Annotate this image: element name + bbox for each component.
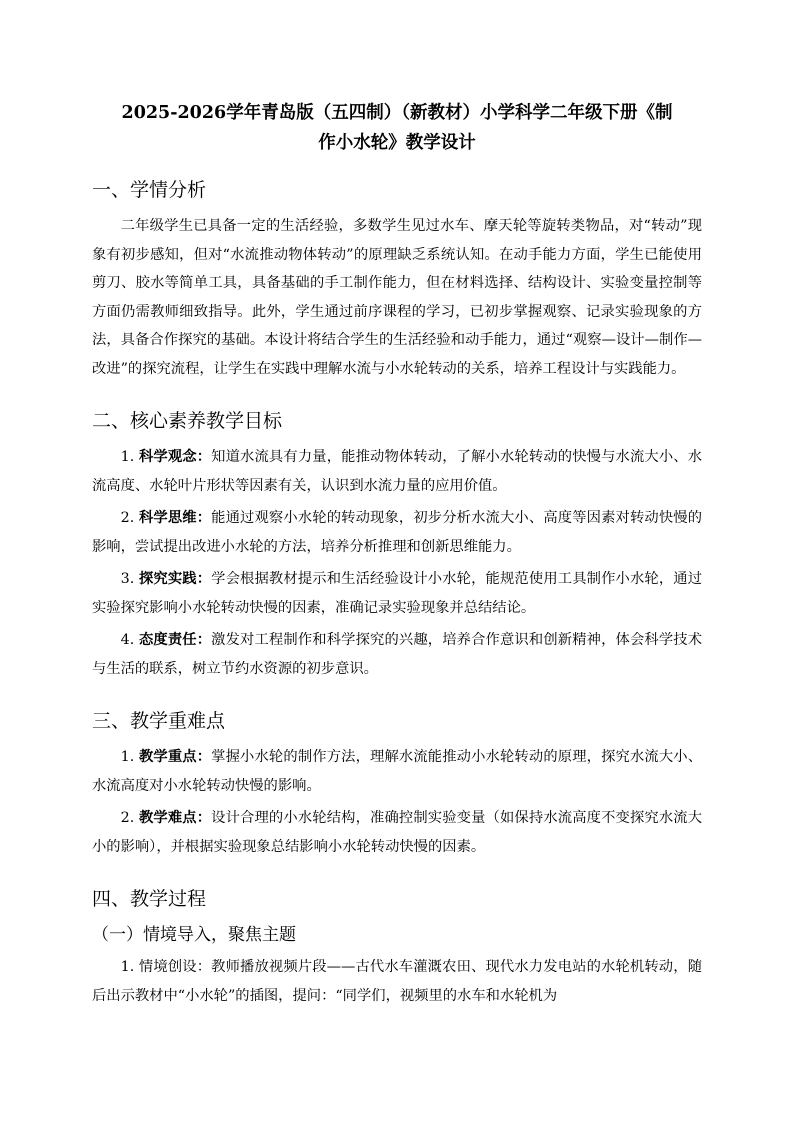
objective-item: 3. 探究实践：学会根据教材提示和生活经验设计小水轮，能规范使用工具制作小水轮，通过实验探究影响小水轮转动快慢的因素，准确记录实验现象并总结结论。 (92, 571, 703, 616)
introduction-item-paragraph: 1. 情境创设：教师播放视频片段——古代水车灌溉农田、现代水力发电站的水轮机转动，随后出示教材中“小水轮”的插图，提问：“同学们，视频里的水车和水轮机为 (92, 959, 702, 1004)
document-page (92, 98, 702, 1010)
objective-label: 科学思维： (138, 510, 212, 526)
key-point-label: 教学重点： (138, 749, 212, 765)
objective-item: 2. 科学思维：能通过观察小水轮的转动现象，初步分析水流大小、高度等因素对转动快慢的影响，尝试提出改进小水轮的方法，培养分析推理和创新思维能力。 (92, 510, 703, 555)
section-heading-objectives: 二、核心素养教学目标 (92, 410, 283, 432)
key-point-label: 教学难点： (138, 810, 212, 826)
subsection-heading-introduction: （一）情境导入，聚焦主题 (92, 925, 296, 945)
key-point-item: 1. 教学重点：掌握小水轮的制作方法，理解水流能推动小水轮转动的原理，探究水流大小、水流高度对小水轮转动快慢的影响。 (92, 749, 703, 794)
section-heading-teaching-process: 四、教学过程 (92, 888, 207, 910)
title-line-2: 作小水轮》教学设计 (318, 133, 476, 153)
objective-label: 探究实践： (138, 571, 212, 587)
objective-label: 科学观念： (138, 449, 212, 465)
learner-analysis-paragraph: 二年级学生已具备一定的生活经验，多数学生见过水车、摩天轮等旋转类物品，对“转动”现象有初步感知，但对“水流推动物体转动”的原理缺乏系统认知。在动手能力方面，学生已能使用剪刀、胶水等简单工具，具备基础的手工制作能力，但在材料选择、结构设计、实验变量控制等方面仍需教师细致指导。此外，学生通过前序课程的学习，已初步掌握观察、记录实验现象的方法，具备合作探究的基础。本设计将结合学生的生活经验和动手能力，通过“观察—设计—制作—改进”的探究流程，让学生在实践中理解水流与小水轮转动的关系，培养工程设计与实践能力。 (92, 218, 702, 377)
document-title (92, 98, 702, 158)
objective-label: 态度责任： (138, 632, 212, 648)
key-point-item: 2. 教学难点：设计合理的小水轮结构，准确控制实验变量（如保持水流高度不变探究水流大小的影响），并根据实验现象总结影响小水轮转动快慢的因素。 (92, 810, 703, 855)
section-heading-learner-analysis: 一、学情分析 (92, 179, 207, 201)
section-heading-key-points: 三、教学重难点 (92, 710, 226, 732)
objective-item: 4. 态度责任：激发对工程制作和科学探究的兴趣，培养合作意识和创新精神，体会科学技术与生活的联系，树立节约水资源的初步意识。 (92, 632, 703, 677)
title-line-1: 2025-2026学年青岛版（五四制）（新教材）小学科学二年级下册《制 (121, 103, 673, 123)
objective-item: 1. 科学观念：知道水流具有力量，能推动物体转动，了解小水轮转动的快慢与水流大小、水流高度、水轮叶片形状等因素有关，认识到水流力量的应用价值。 (92, 449, 703, 494)
